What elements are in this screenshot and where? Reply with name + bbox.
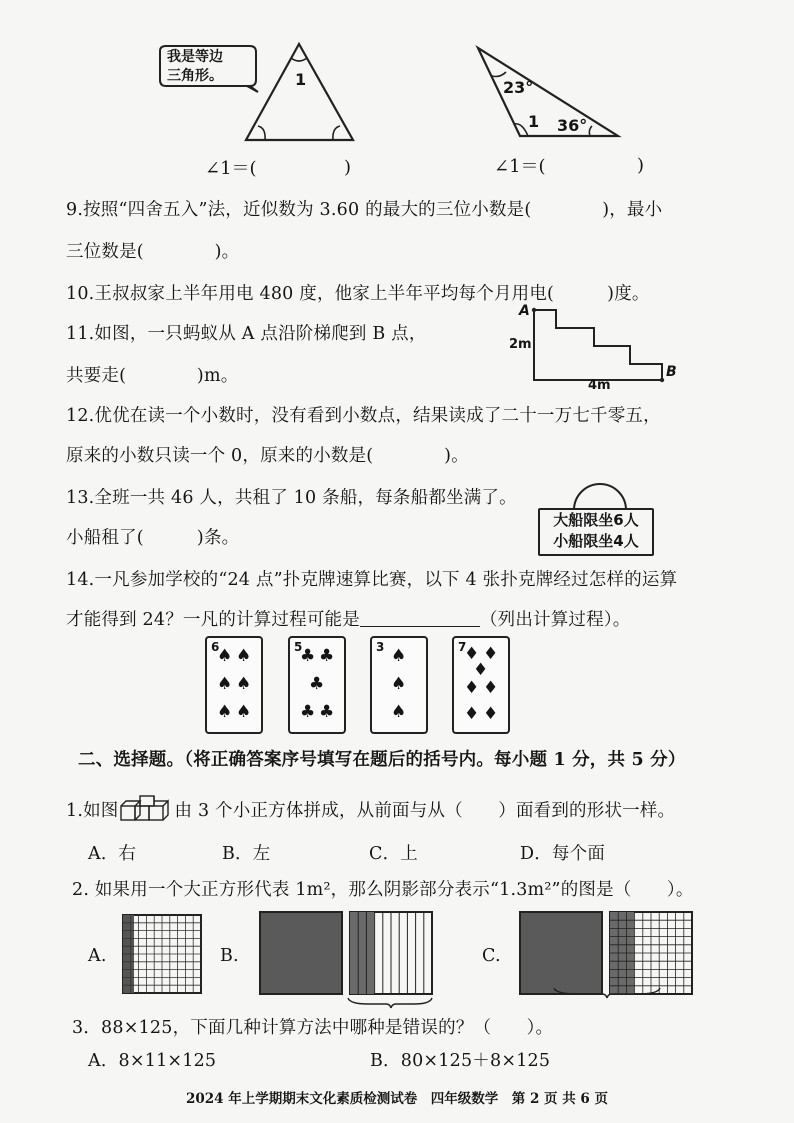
q14-line-2-b: （列出计算过程）。	[479, 610, 631, 630]
s2-q2-option-c[interactable]: C.	[482, 946, 501, 966]
point-b	[660, 378, 664, 382]
card-rank: 3	[376, 640, 385, 654]
tri2-angle-23-label: 23°	[503, 78, 534, 97]
diamond-icon: ♦	[483, 678, 499, 698]
club-icon: ♣	[309, 674, 325, 694]
three-cubes-icon	[119, 794, 175, 824]
boat-sign-line-2: 小船限坐4人	[553, 532, 639, 550]
page-footer: 2024 年上学期期末文化素质检测试卷 四年级数学 第 2 页 共 6 页	[185, 1091, 609, 1107]
point-a	[532, 308, 536, 312]
option-c-grid-figure	[518, 910, 694, 1010]
s2-q3-option-b[interactable]: B．80×125＋8×125	[370, 1051, 551, 1071]
playing-card-3-spades	[370, 636, 428, 734]
diamond-icon: ♦	[473, 660, 489, 680]
diamond-icon: ♦	[464, 704, 480, 724]
tri2-angle-1-label: 1	[528, 112, 540, 131]
s2-q3-option-a[interactable]: A．8×11×125	[88, 1051, 217, 1071]
boat-sign-line-1: 大船限坐6人	[553, 511, 639, 529]
answer-right-open: ∠1＝(	[494, 156, 546, 177]
s2-q2-option-b[interactable]: B.	[220, 946, 239, 966]
stairs-label-b: B	[666, 364, 677, 380]
q12-line-2: 原来的小数只读一个 0，原来的小数是( )。	[66, 446, 469, 466]
triangle-shape	[478, 48, 618, 136]
spade-icon: ♠	[391, 646, 407, 666]
q14-answer-blank[interactable]	[360, 610, 480, 627]
q9-line-1: 9.按照“四舍五入”法，近似数为 3.60 的最大的三位小数是( )，最小	[66, 200, 663, 220]
playing-card-7-diamonds	[452, 636, 510, 734]
angle-arc-right	[333, 126, 340, 140]
answer-left-close[interactable]: )	[344, 157, 352, 178]
s2-q1-option-c[interactable]: C．上	[369, 844, 418, 864]
boat-sign-box	[538, 508, 654, 556]
boat-sign-arch	[570, 478, 630, 512]
answer-right-close[interactable]: )	[637, 155, 645, 176]
spade-icon: ♠	[391, 702, 407, 722]
right-triangle-figure	[470, 36, 630, 146]
spade-icon: ♠	[236, 674, 252, 694]
q9-line-2: 三位数是( )。	[66, 242, 240, 262]
option-a-grid-figure	[122, 914, 202, 994]
card-rank: 6	[211, 640, 220, 654]
spade-icon: ♠	[217, 646, 233, 666]
spade-icon: ♠	[391, 674, 407, 694]
diamond-icon: ♦	[464, 678, 480, 698]
speech-bubble-text	[167, 48, 223, 86]
q11-line-2: 共要走( )m。	[66, 366, 239, 386]
spade-icon: ♠	[217, 702, 233, 722]
s2-q1-option-d[interactable]: D．每个面	[520, 844, 606, 864]
equilateral-triangle-shape	[246, 44, 353, 140]
q12-line-1: 12.优优在读一个小数时，没有看到小数点，结果读成了二十一万七千零五，	[66, 406, 661, 426]
stairs-height-label: 2m	[509, 337, 532, 352]
spade-icon: ♠	[236, 646, 252, 666]
s2-q1-prefix: 1.如图	[66, 801, 119, 821]
q14-line-1: 14.一凡参加学校的“24 点”扑克牌速算比赛，以下 4 张扑克牌经过怎样的运算	[66, 570, 678, 590]
s2-q2-option-a[interactable]: A.	[88, 946, 107, 966]
club-icon: ♣	[319, 702, 335, 722]
angle-arc-left	[258, 126, 265, 140]
playing-card-5-clubs	[288, 636, 346, 734]
angle-arc-36	[589, 126, 592, 136]
option-b-strips-figure	[258, 910, 434, 1010]
q10-line: 10.王叔叔家上半年用电 480 度，他家上半年平均每个月用电( )度。	[66, 284, 650, 304]
q14-line-2	[66, 606, 631, 631]
q13-line-1: 13.全班一共 46 人，共租了 10 条船，每条船都坐满了。	[66, 488, 517, 508]
diamond-icon: ♦	[483, 644, 499, 664]
club-icon: ♣	[300, 646, 316, 666]
stairs-width-label: 4m	[588, 378, 611, 393]
answer-left-open: ∠1＝(	[205, 158, 257, 179]
bubble-line-2: 三角形。	[167, 68, 223, 84]
bubble-line-1: 我是等边	[167, 49, 223, 65]
q11-line-1: 11.如图，一只蚂蚁从 A 点沿阶梯爬到 B 点，	[66, 324, 427, 344]
q13-line-2: 小船租了( )条。	[66, 528, 240, 548]
s2-q3-line: 3．88×125，下面几种计算方法中哪种是错误的？（ ）。	[72, 1018, 554, 1038]
s2-q1-option-b[interactable]: B．左	[222, 844, 271, 864]
spade-icon: ♠	[236, 702, 252, 722]
club-icon: ♣	[300, 702, 316, 722]
card-rank: 7	[458, 640, 467, 654]
section-2-title: 二、选择题。（将正确答案序号填写在题后的括号内。每小题 1 分，共 5 分）	[78, 750, 686, 770]
s2-q1-option-a[interactable]: A．右	[88, 844, 137, 864]
s2-q1-suffix: 由 3 个小正方体拼成，从前面与从（ ）面看到的形状一样。	[174, 801, 676, 821]
angle-arc-top	[291, 58, 307, 61]
diamond-icon: ♦	[464, 644, 480, 664]
tri1-angle-1-label: 1	[295, 70, 307, 89]
stairs-path	[534, 310, 662, 380]
s2-q2-line: 2. 如果用一个大正方形代表 1m²，那么阴影部分表示“1.3m²”的图是（ ）。	[72, 880, 694, 900]
spade-icon: ♠	[217, 674, 233, 694]
club-icon: ♣	[319, 646, 335, 666]
diamond-icon: ♦	[483, 704, 499, 724]
q14-line-2-a: 才能得到 24？一凡的计算过程可能是	[66, 610, 360, 630]
card-rank: 5	[294, 640, 303, 654]
stairs-label-a: A	[519, 303, 530, 319]
playing-card-6-spades	[205, 636, 263, 734]
tri2-angle-36-label: 36°	[557, 116, 588, 135]
angle-arc-23	[492, 72, 506, 77]
s2-q1-line	[66, 794, 675, 824]
